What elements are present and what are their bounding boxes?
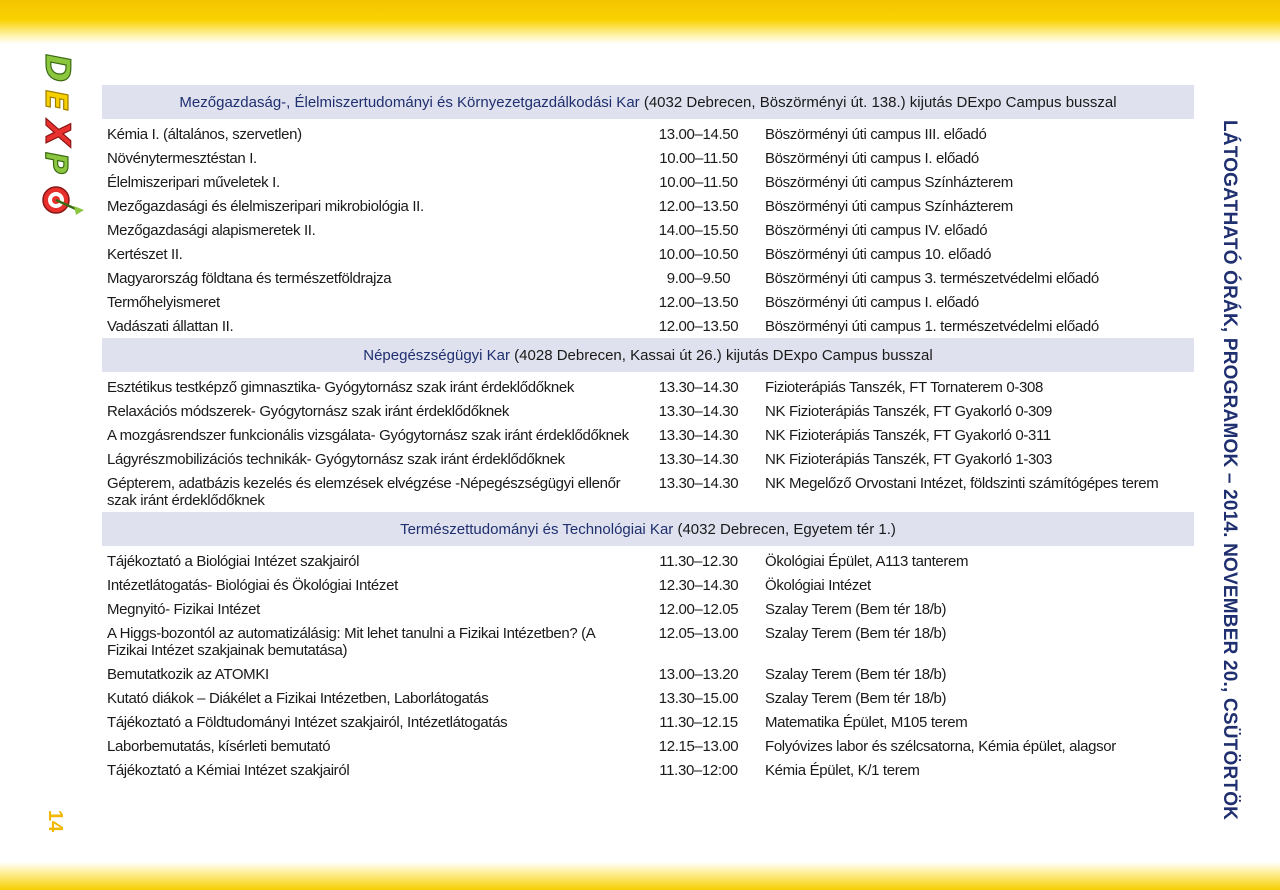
class-title: Bemutatkozik az ATOMKI: [107, 666, 269, 683]
class-location: Kémia Épület, K/1 terem: [765, 762, 920, 779]
class-location: Szalay Terem (Bem tér 18/b): [765, 690, 947, 707]
class-time: 10.00–11.50: [659, 150, 738, 167]
class-location: NK Fizioterápiás Tanszék, FT Gyakorló 0-309: [765, 403, 1053, 420]
table-row: [102, 242, 1194, 266]
class-time: 13.30–14.30: [658, 403, 739, 420]
class-time: 12.00–13.50: [658, 198, 739, 215]
class-time: 11.30–12.30: [659, 553, 738, 570]
class-time: 13.30–14.30: [658, 451, 739, 468]
class-location: Böszörményi úti campus Színházterem: [765, 174, 1013, 191]
table-row: [102, 573, 1194, 597]
table-row: [102, 686, 1194, 710]
side-title: LÁTOGATHATÓ ÓRÁK, PROGRAMOK – 2014. NOVEMBER 20., CSÜTÖRTÖK: [1219, 120, 1240, 821]
page-number: 14: [44, 809, 66, 833]
class-location: Böszörményi úti campus 1. természetvédelmi előadó: [765, 318, 1099, 335]
dexpo-logo-letters: [37, 54, 77, 174]
class-location: NK Fizioterápiás Tanszék, FT Gyakorló 1-303: [765, 451, 1053, 468]
logo-letter-e: E: [38, 90, 73, 111]
class-title: Kémia I. (általános, szervetlen): [107, 126, 302, 143]
class-title: Laborbemutatás, kísérleti bemutató: [107, 738, 331, 755]
class-location: Szalay Terem (Bem tér 18/b): [765, 601, 947, 618]
faculty-details: (4032 Debrecen, Böszörményi út. 138.) kijutás DExpo Campus busszal: [639, 94, 1117, 111]
class-location: Böszörményi úti campus 10. előadó: [765, 246, 992, 263]
table-row: [102, 290, 1194, 314]
side-title-container: [1218, 120, 1238, 840]
section-header: [102, 512, 1194, 546]
class-title: Élelmiszeripari műveletek I.: [107, 174, 280, 191]
faculty-name: Mezőgazdaság-, Élelmiszertudományi és Környezetgazdálkodási Kar: [179, 94, 640, 111]
class-time: 12.15–13.00: [658, 738, 739, 755]
class-title: Intézetlátogatás- Biológiai és Ökológiai Intézet: [107, 577, 398, 594]
class-title: Tájékoztató a Biológiai Intézet szakjairól: [107, 553, 360, 570]
table-row: [102, 170, 1194, 194]
table-row: [102, 734, 1194, 758]
table-row: [102, 375, 1194, 399]
table-row: [102, 710, 1194, 734]
dexpo-logo: [30, 50, 102, 220]
class-time: 11.30–12.15: [659, 714, 738, 731]
class-time: 13.30–15.00: [658, 690, 739, 707]
class-title: Mezőgazdasági és élelmiszeripari mikrobiológia II.: [107, 198, 424, 215]
logo-letter-p: P: [38, 152, 73, 174]
top-yellow-band: [0, 0, 1280, 44]
class-location: Böszörményi úti campus I. előadó: [765, 150, 979, 167]
class-location: NK Fizioterápiás Tanszék, FT Gyakorló 0-311: [765, 427, 1051, 444]
schedule-table: [102, 85, 1194, 782]
table-row: [102, 314, 1194, 338]
class-title: Kutató diákok – Diákélet a Fizikai Intézetben, Laborlátogatás: [107, 690, 489, 707]
class-location: NK Megelőző Orvostani Intézet, földszinti számítógépes terem: [765, 475, 1159, 492]
class-title: Vadászati állattan II.: [107, 318, 234, 335]
class-time: 13.00–13.20: [658, 666, 739, 683]
class-title: Magyarország földtana és természetföldrajza: [107, 270, 392, 287]
class-time: 10.00–11.50: [659, 174, 738, 191]
class-title: Megnyitó- Fizikai Intézet: [107, 601, 260, 618]
class-time: 13.00–14.50: [658, 126, 739, 143]
class-title: Növénytermesztéstan I.: [107, 150, 257, 167]
class-location: Folyóvizes labor és szélcsatorna, Kémia épület, alagsor: [765, 738, 1116, 755]
logo-letter-x: X: [37, 120, 77, 147]
class-time: 10.00–10.50: [658, 246, 739, 263]
class-time: 9.00–9.50: [666, 270, 731, 287]
class-title: A Higgs-bozontól az automatizálásig: Mit lehet tanulni a Fizikai Intézetben? (A Fizikai Intézet szakjainak bemutatása): [107, 625, 595, 659]
table-row: [102, 447, 1194, 471]
class-location: Szalay Terem (Bem tér 18/b): [765, 666, 947, 683]
class-location: Böszörményi úti campus I. előadó: [765, 294, 979, 311]
table-row: [102, 549, 1194, 573]
class-time: 12.00–13.50: [658, 318, 739, 335]
target-icon: [43, 187, 84, 215]
class-title: Gépterem, adatbázis kezelés és elemzések elvégzése -Népegészségügyi ellenőr szak iránt érdeklődőknek: [107, 475, 621, 509]
class-title: Relaxációs módszerek- Gyógytornász szak iránt érdeklődőknek: [107, 403, 510, 420]
class-location: Böszörményi úti campus III. előadó: [765, 126, 987, 143]
table-row: [102, 399, 1194, 423]
table-row: [102, 266, 1194, 290]
table-row: [102, 218, 1194, 242]
section-header: [102, 85, 1194, 119]
table-row: [102, 662, 1194, 686]
table-row: [102, 194, 1194, 218]
table-row: [102, 146, 1194, 170]
class-location: Szalay Terem (Bem tér 18/b): [765, 625, 947, 642]
class-title: Lágyrészmobilizációs technikák- Gyógytornász szak iránt érdeklődőknek: [107, 451, 565, 468]
faculty-details: (4032 Debrecen, Egyetem tér 1.): [673, 521, 896, 538]
logo-letter-d: D: [37, 54, 77, 83]
class-time: 12.00–13.50: [658, 294, 739, 311]
class-title: A mozgásrendszer funkcionális vizsgálata- Gyógytornász szak iránt érdeklődőknek: [107, 427, 629, 444]
faculty-name: Népegészségügyi Kar: [363, 347, 511, 364]
class-location: Böszörményi úti campus Színházterem: [765, 198, 1013, 215]
class-time: 13.30–14.30: [658, 379, 739, 396]
table-row: [102, 621, 1194, 662]
class-title: Termőhelyismeret: [107, 294, 220, 311]
table-row: [102, 758, 1194, 782]
class-location: Ökológiai Intézet: [765, 577, 871, 594]
table-row: [102, 122, 1194, 146]
class-title: Mezőgazdasági alapismeretek II.: [107, 222, 316, 239]
class-time: 13.30–14.30: [658, 427, 739, 444]
class-time: 12.05–13.00: [658, 625, 739, 642]
bottom-yellow-band: [0, 862, 1280, 890]
table-row: [102, 597, 1194, 621]
faculty-details: (4028 Debrecen, Kassai út 26.) kijutás DExpo Campus busszal: [510, 347, 933, 364]
class-location: Matematika Épület, M105 terem: [765, 714, 968, 731]
class-location: Böszörményi úti campus IV. előadó: [765, 222, 988, 239]
table-row: [102, 471, 1194, 512]
class-title: Tájékoztató a Földtudományi Intézet szakjairól, Intézetlátogatás: [107, 714, 508, 731]
class-time: 14.00–15.50: [658, 222, 739, 239]
class-location: Böszörményi úti campus 3. természetvédelmi előadó: [765, 270, 1099, 287]
class-time: 12.00–12.05: [658, 601, 739, 618]
table-row: [102, 423, 1194, 447]
class-location: Fizioterápiás Tanszék, FT Tornaterem 0-308: [765, 379, 1043, 396]
class-title: Kertészet II.: [107, 246, 183, 263]
section-header: [102, 338, 1194, 372]
class-location: Ökológiai Épület, A113 tanterem: [765, 553, 969, 570]
class-time: 11.30–12:00: [659, 762, 738, 779]
faculty-name: Természettudományi és Technológiai Kar: [400, 521, 674, 538]
class-title: Esztétikus testképző gimnasztika- Gyógytornász szak iránt érdeklődőknek: [107, 379, 575, 396]
class-title: Tájékoztató a Kémiai Intézet szakjairól: [107, 762, 350, 779]
class-time: 12.30–14.30: [658, 577, 739, 594]
class-time: 13.30–14.30: [658, 475, 739, 492]
